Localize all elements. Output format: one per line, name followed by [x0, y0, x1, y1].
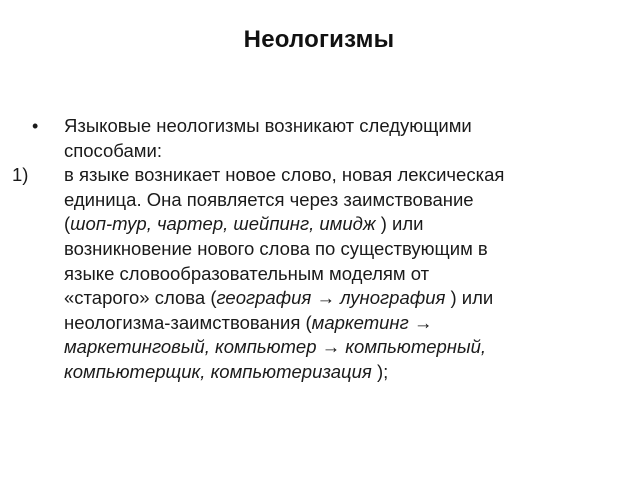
- bullet-paragraph: [12, 114, 612, 163]
- text-fragment: ) или: [375, 213, 424, 235]
- bullet-line-2: способами:: [64, 139, 162, 161]
- numbered-paragraph-1: [12, 163, 612, 384]
- item1-line-8: маркетинговый, компьютер → компьютерный,: [64, 336, 487, 358]
- text-fragment: );: [371, 360, 389, 382]
- item1-line-4: возникновение нового слова по существующим в: [64, 237, 488, 259]
- item1-line-7: [64, 311, 612, 336]
- text-fragment: «старого» слова (: [64, 287, 217, 309]
- text-fragment: неологизма-заимствования (: [64, 311, 312, 333]
- bullet-marker: •: [32, 116, 39, 136]
- italic-examples: шоп-тур, чартер, шейпинг, имидж: [70, 213, 376, 235]
- item1-line-3: [64, 212, 612, 237]
- item1-line-2: единица. Она появляется через заимствование: [64, 188, 474, 210]
- italic-examples: география → лунография: [216, 287, 446, 309]
- text-fragment: ) или: [445, 287, 494, 309]
- bullet-line-1: Языковые неологизмы возникают следующими: [64, 115, 472, 136]
- italic-examples: компьютерщик, компьютеризация: [64, 360, 372, 382]
- number-marker: 1): [12, 164, 29, 186]
- item1-line-9: [64, 360, 612, 385]
- italic-examples: маркетинг →: [311, 311, 433, 333]
- item1-line-6: [64, 286, 612, 311]
- text-fragment: (: [64, 213, 71, 235]
- slide-body: [12, 114, 612, 385]
- slide-title: Неологизмы: [243, 26, 395, 53]
- item1-line-1: в языке возникает новое слово, новая лексическая: [64, 164, 505, 186]
- item1-line-5: языке словообразовательным моделям от: [64, 262, 430, 284]
